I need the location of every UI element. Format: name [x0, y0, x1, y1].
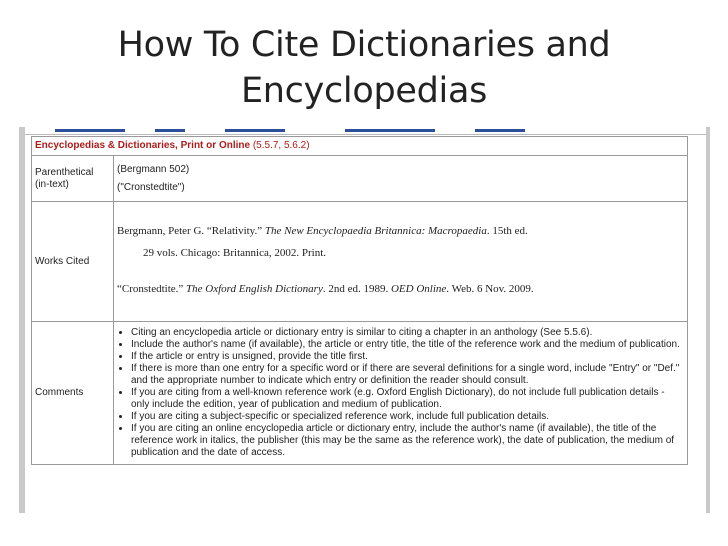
works-cited-entry-1 — [117, 225, 684, 237]
parenthetical-example-1: (Bergmann 502) — [117, 164, 190, 175]
comment-item: • If you are citing an online encyclopedia article or dictionary entry, include the author's name (if available), the title of the reference work in italics, the publisher (this may be the same as the reference work), the date of publication, the medium of publication and the date of access. — [131, 423, 684, 459]
wc2-entry: “Cronstedtite.” — [117, 283, 187, 295]
table-header-row — [32, 137, 688, 156]
comments-label: Comments — [32, 322, 114, 465]
works-cited-entry-1-line-2: 29 vols. Chicago: Britannica, 2002. Print. — [143, 247, 327, 259]
citation-table — [31, 136, 688, 465]
works-cited-entry-2 — [117, 283, 684, 295]
slide-title-line-2: Encyclopedias — [240, 71, 488, 111]
comments-row — [32, 322, 688, 465]
comment-item: • Include the author's name (if available), the article or entry title, the title of the reference work and the medium of publication. — [131, 339, 684, 351]
screenshot-left-border — [19, 127, 25, 513]
wc2-title: The Oxford English Dictionary — [186, 283, 323, 295]
parenthetical-row — [32, 156, 688, 202]
wc1-author: Bergmann, Peter G. “Relativity.” — [117, 225, 265, 237]
comment-item: • If you are citing a subject-specific or specialized reference work, include full publication details. — [131, 411, 684, 423]
parenthetical-example-2: ("Cronstedtite") — [117, 182, 185, 193]
parenthetical-examples — [114, 156, 688, 202]
table-header-title: Encyclopedias & Dictionaries, Print or Online — [35, 140, 251, 151]
comments-list — [117, 327, 684, 459]
comment-item: • If there is more than one entry for a specific word or if there are several definitions for a single word, include "Entry" or "Def." and the appropriate number to indicate which entry or definition the reader should consult. — [131, 363, 684, 387]
table-header-sections: (5.5.7, 5.6.2) — [250, 140, 310, 151]
screenshot-image — [19, 127, 710, 513]
wc2-db: OED Online — [390, 283, 447, 295]
wc2-mid: . 2nd ed. 1989. — [322, 283, 391, 295]
works-cited-label: Works Cited — [32, 202, 114, 322]
slide-title — [0, 22, 728, 114]
comment-item: • Citing an encyclopedia article or dictionary entry is similar to citing a chapter in an anthology (See 5.5.6). — [131, 327, 684, 339]
comments-cell — [114, 322, 688, 465]
works-cited-row — [32, 202, 688, 322]
wc2-rest: . Web. 6 Nov. 2009. — [446, 283, 534, 295]
wc1-rest: . 15th ed. — [486, 225, 528, 237]
screenshot-cropped-top-strip — [25, 127, 706, 135]
wc1-title: The New Encyclopaedia Britannica: Macropaedia — [264, 225, 487, 237]
comment-item: • If you are citing from a well-known reference work (e.g. Oxford English Dictionary), do not include full publication details - only include the edition, year of publication and medium of publication. — [131, 387, 684, 411]
table-header-cell — [32, 137, 688, 156]
works-cited-examples — [114, 202, 688, 322]
comment-item: • If the article or entry is unsigned, provide the title first. — [131, 351, 684, 363]
parenthetical-label: Parenthetical (in-text) — [32, 156, 114, 202]
slide-title-line-1: How To Cite Dictionaries and — [117, 25, 611, 65]
screenshot-right-border — [706, 127, 710, 513]
